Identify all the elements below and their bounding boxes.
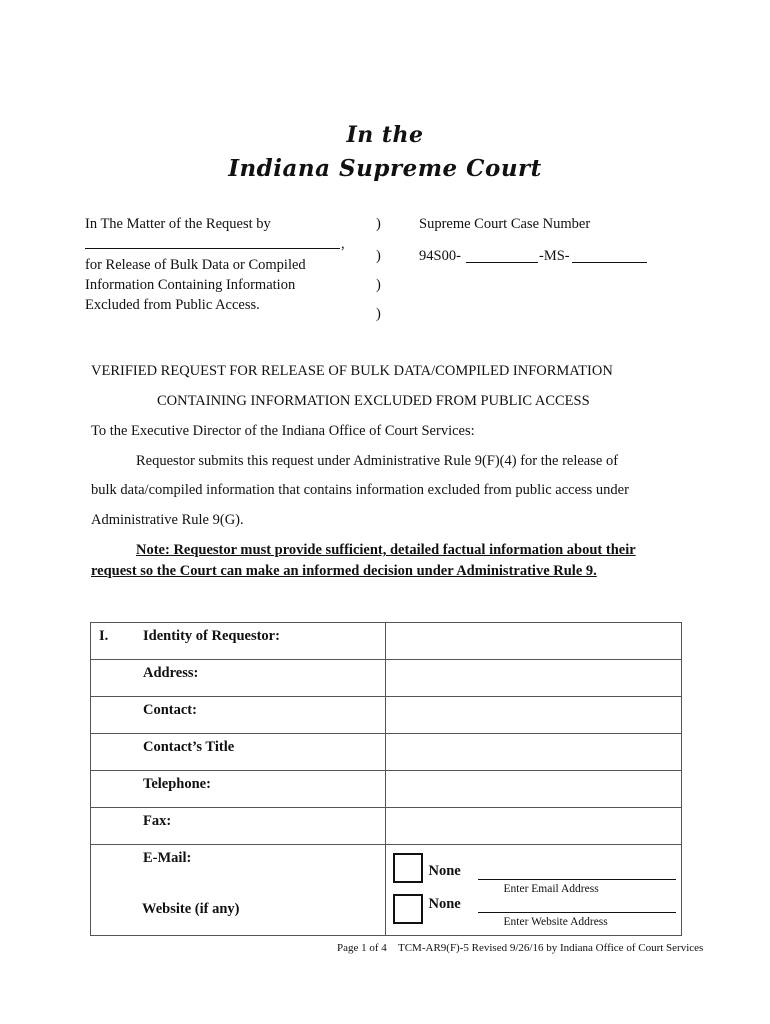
- caption-paren: ): [376, 277, 381, 293]
- website-label: Website (if any): [142, 901, 240, 917]
- form-id: TCM-AR9(F)-5 Revised 9/26/16 by Indiana Office of Court Services: [398, 942, 704, 954]
- case-number-mid: -MS-: [539, 248, 570, 264]
- telephone-field[interactable]: [385, 771, 682, 808]
- request-paragraph-line-2: bulk data/compiled information that contains information excluded from public access under: [91, 482, 629, 498]
- requestor-identity-table: [90, 622, 682, 936]
- note-line-1: Note: Requestor must provide sufficient, detailed factual information about their: [136, 542, 636, 558]
- website-none-checkbox[interactable]: [393, 894, 423, 924]
- website-none-label: None: [428, 896, 461, 912]
- caption-release-line-1: for Release of Bulk Data or Compiled: [85, 257, 306, 273]
- case-number-prefix: 94S00-: [419, 248, 461, 264]
- website-input-line[interactable]: [478, 912, 676, 913]
- caption-paren: ): [376, 248, 381, 264]
- address-field[interactable]: [385, 660, 682, 697]
- heading-line-1: In the: [346, 122, 424, 148]
- caption-release-line-2: Information Containing Information: [85, 277, 296, 293]
- document-title-line-1: VERIFIED REQUEST FOR RELEASE OF BULK DATA/COMPILED INFORMATION: [91, 363, 613, 379]
- email-none-label: None: [428, 863, 461, 879]
- contact-title-label: Contact’s Title: [143, 739, 235, 755]
- caption-matter-line: In The Matter of the Request by: [85, 216, 271, 232]
- heading-court-name: Indiana Supreme Court: [228, 155, 542, 182]
- email-label: E-Mail:: [143, 850, 192, 866]
- email-input-line[interactable]: [478, 879, 676, 880]
- email-none-checkbox[interactable]: [393, 853, 423, 883]
- email-hint: Enter Email Address: [503, 883, 599, 895]
- caption-comma: ,: [341, 236, 345, 252]
- requestor-name-blank[interactable]: [85, 248, 340, 249]
- contact-title-field[interactable]: [385, 734, 682, 771]
- addressee-line: To the Executive Director of the Indiana Office of Court Services:: [91, 423, 475, 439]
- website-hint: Enter Website Address: [503, 916, 608, 928]
- contact-label: Contact:: [143, 702, 197, 718]
- caption-paren: ): [376, 306, 381, 322]
- section-number: I.: [99, 628, 109, 644]
- fax-label: Fax:: [143, 813, 172, 829]
- page-number: Page 1 of 4: [337, 942, 387, 954]
- case-number-blank-2[interactable]: [572, 262, 647, 263]
- address-label: Address:: [143, 665, 199, 681]
- request-paragraph-line-3: Administrative Rule 9(G).: [91, 512, 244, 528]
- note-line-2: request so the Court can make an informed decision under Administrative Rule 9.: [91, 563, 597, 579]
- case-number-blank-1[interactable]: [466, 262, 538, 263]
- fax-field[interactable]: [385, 808, 682, 845]
- document-title-line-2: CONTAINING INFORMATION EXCLUDED FROM PUBLIC ACCESS: [157, 393, 590, 409]
- case-number-label: Supreme Court Case Number: [419, 216, 591, 232]
- caption-release-line-3: Excluded from Public Access.: [85, 297, 260, 313]
- caption-paren: ): [376, 216, 381, 232]
- telephone-label: Telephone:: [143, 776, 211, 792]
- identity-label: Identity of Requestor:: [143, 628, 280, 644]
- request-paragraph-line-1: Requestor submits this request under Administrative Rule 9(F)(4) for the release of: [136, 453, 619, 469]
- identity-field[interactable]: [385, 623, 682, 660]
- contact-field[interactable]: [385, 697, 682, 734]
